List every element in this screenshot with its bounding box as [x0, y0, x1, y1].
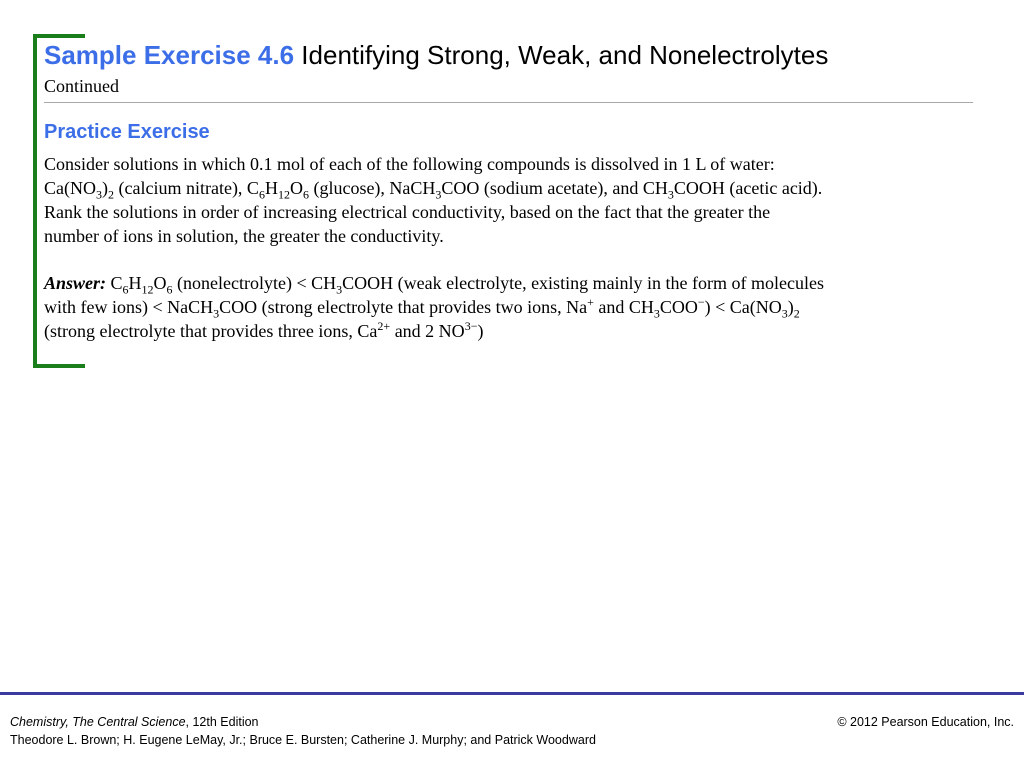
- book-edition: , 12th Edition: [185, 715, 259, 729]
- answer-label: Answer:: [44, 273, 107, 293]
- green-bracket-bottom: [33, 364, 85, 368]
- practice-body: [44, 152, 924, 248]
- answer-line-1: [44, 271, 944, 295]
- continued-label: Continued: [44, 76, 119, 96]
- answer-line-2: with few ions) < NaCH$_3$COO (strong electrolyte that provides two ions, Na+ and $CH_3COO^-) < Ca(NO_3)_2$: [44, 295, 800, 321]
- answer-block: [44, 271, 944, 343]
- book-title: Chemistry, The Central Science: [10, 715, 186, 729]
- answer-line-1-text: $C_6H_{12}O_6$ (nonelectrolyte) < $CH_3COOH$ (weak electrolyte, existing mainly in the form of molecules: [110, 273, 825, 297]
- exercise-label: Sample Exercise 4.6: [44, 40, 295, 70]
- practice-line-1: Consider solutions in which 0.1 mol of each of the following compounds is dissolved in 1 L of water:: [44, 154, 775, 174]
- practice-line-3: Rank the solutions in order of increasing electrical conductivity, based on the fact that the greater the: [44, 202, 771, 222]
- footer-authors: Theodore L. Brown; H. Eugene LeMay, Jr.; Bruce E. Bursten; Catherine J. Murphy; and Patrick Woodward: [10, 733, 596, 747]
- green-bracket-top: [33, 34, 85, 38]
- green-bracket: [33, 34, 37, 368]
- footer-copyright: © 2012 Pearson Education, Inc.: [837, 715, 1014, 729]
- exercise-title: Identifying Strong, Weak, and Nonelectrolytes: [301, 40, 829, 70]
- answer-line-3: (strong electrolyte that provides three ions, $Ca^{2+}$ and 2 $NO^{3-}$): [44, 319, 484, 341]
- practice-line-2: $Ca(NO_3)_2$ (calcium nitrate), $C_6H_{12}O_6$ (glucose), NaCH$_3$COO (sodium acetate), and $CH_3COOH$ (acetic acid).: [44, 178, 823, 202]
- slide-title: [44, 40, 828, 71]
- practice-line-4: number of ions in solution, the greater the conductivity.: [44, 226, 444, 246]
- footer-book: [10, 715, 259, 729]
- practice-heading: Practice Exercise: [44, 121, 210, 143]
- title-divider: [44, 102, 973, 103]
- footer-rule: [0, 692, 1024, 695]
